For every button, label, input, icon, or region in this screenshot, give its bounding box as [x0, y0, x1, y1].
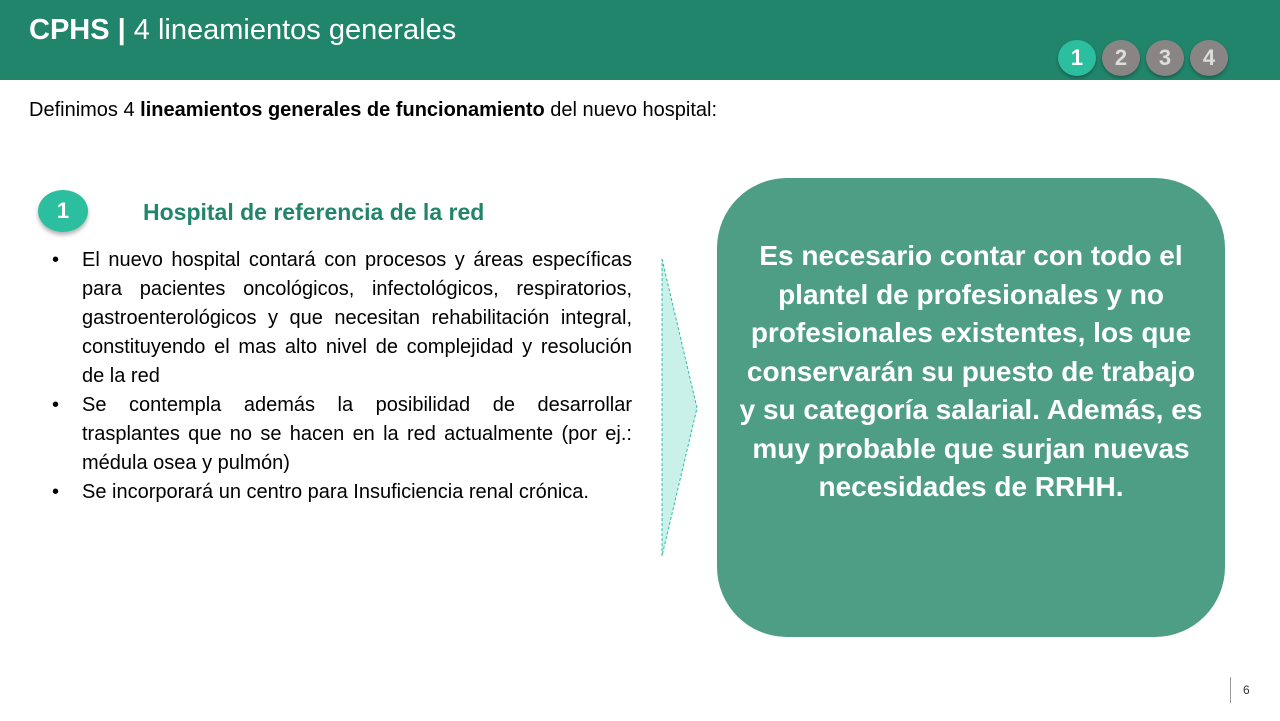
intro-post: del nuevo hospital: — [544, 99, 718, 121]
slide-title — [29, 14, 456, 47]
step-3[interactable]: 3 — [1146, 40, 1184, 76]
page-number: 6 — [1230, 677, 1250, 703]
step-2[interactable]: 2 — [1102, 40, 1140, 76]
callout-box: Es necesario contar con todo el plantel de profesionales y no profesionales existentes, los que conservarán su puesto de trabajo y su categoría salarial. Además, es muy probable que surjan nuevas necesidades de RRHH. — [717, 178, 1225, 637]
bullet-item: • Se incorporará un centro para Insuficiencia renal crónica. — [52, 478, 632, 507]
step-4[interactable]: 4 — [1190, 40, 1228, 76]
section-title: Hospital de referencia de la red — [143, 199, 485, 225]
bullet-item: • El nuevo hospital contará con procesos y áreas específicas para pacientes oncológicos, infectológicos, respiratorios, gastroenterológicos y que necesitan rehabilitación integral, constituyendo el mas alto nivel de complejidad y resolución de la red — [52, 246, 632, 391]
header-bar — [0, 0, 1280, 80]
chevron-arrow-icon — [661, 258, 701, 558]
title-brand: CPHS | — [29, 14, 126, 46]
step-indicator — [1058, 40, 1228, 76]
intro-bold: lineamientos generales de funcionamiento — [140, 99, 545, 121]
step-1[interactable]: 1 — [1058, 40, 1096, 76]
intro-pre: Definimos 4 — [29, 99, 141, 121]
section-number-badge: 1 — [38, 190, 88, 232]
title-text: 4 lineamientos generales — [125, 14, 457, 46]
bullet-item: • Se contempla además la posibilidad de desarrollar trasplantes que no se hacen en la red actualmente (por ej.: médula osea y pulmón) — [52, 391, 632, 478]
bullet-list — [52, 246, 632, 507]
intro-text — [29, 99, 717, 122]
